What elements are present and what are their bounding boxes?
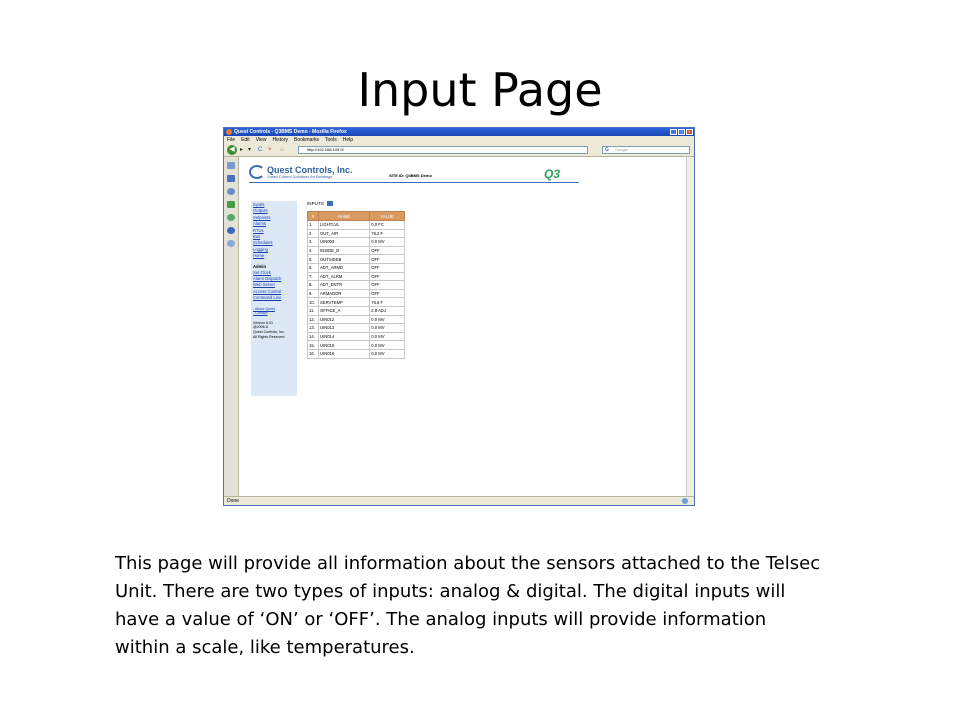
table-row xyxy=(308,306,405,315)
name-cell: LIGHTLVL xyxy=(319,221,370,230)
value-cell: OFF xyxy=(370,289,405,298)
window-titlebar xyxy=(224,128,694,136)
back-icon[interactable]: ◀ xyxy=(227,145,237,155)
number-cell: 14. xyxy=(308,332,319,341)
copyright-company: Quest Controls, Inc. xyxy=(253,330,285,335)
value-cell: 0.0 MV xyxy=(370,324,405,333)
name-cell: UIN013 xyxy=(319,324,370,333)
nav-access-control[interactable]: Access Control xyxy=(253,288,282,294)
clock-icon[interactable] xyxy=(227,188,235,195)
google-icon: G xyxy=(605,147,609,153)
table-row xyxy=(308,324,405,333)
menu-help[interactable]: Help xyxy=(342,137,353,143)
header-divider xyxy=(249,182,579,183)
nav-set-clock[interactable]: Set Clock xyxy=(253,269,271,275)
nav-contact[interactable]: - Contact xyxy=(253,311,268,316)
value-cell: 2.8 ADJ xyxy=(370,306,405,315)
number-cell: 12. xyxy=(308,315,319,324)
nav-home[interactable]: Home xyxy=(253,253,265,259)
sidebar-icon[interactable] xyxy=(227,201,235,208)
name-cell: INSIDE_B xyxy=(319,246,370,255)
home-icon[interactable]: ⌂ xyxy=(280,147,284,153)
search-input[interactable] xyxy=(602,146,690,154)
table-row xyxy=(308,289,405,298)
inputs-table xyxy=(307,211,405,359)
url-input[interactable]: http://192.168.105.9/ xyxy=(298,146,588,154)
name-cell: UIN003 xyxy=(319,238,370,247)
column-header-number: # xyxy=(308,212,319,221)
menu-edit[interactable]: Edit xyxy=(241,137,250,143)
sidebar-strip xyxy=(224,157,239,497)
table-row xyxy=(308,229,405,238)
value-cell: 0.0 MV xyxy=(370,238,405,247)
table-row xyxy=(308,281,405,290)
value-cell: 76.6 F xyxy=(370,298,405,307)
nav-rtus[interactable]: RTUs xyxy=(253,227,264,233)
inputs-heading-label: INPUTS xyxy=(307,201,324,206)
nav-outputs[interactable]: Outputs xyxy=(253,208,268,214)
name-cell: ADT_ALRM xyxy=(319,272,370,281)
number-cell: 1. xyxy=(308,221,319,230)
number-cell: 15. xyxy=(308,341,319,350)
value-cell: OFF xyxy=(370,272,405,281)
menu-history[interactable]: History xyxy=(272,137,288,143)
browser-window xyxy=(223,127,695,506)
table-row xyxy=(308,315,405,324)
reload-icon[interactable]: C xyxy=(258,147,263,153)
window-title: Quest Controls - Q3BMS Demo - Mozilla Firefox xyxy=(234,129,347,135)
table-row xyxy=(308,298,405,307)
value-cell: 0.0 FC xyxy=(370,221,405,230)
number-cell: 11. xyxy=(308,306,319,315)
name-cell: OFFICE_A xyxy=(319,306,370,315)
name-cell: ADT_ENTR xyxy=(319,281,370,290)
number-cell: 5. xyxy=(308,255,319,264)
site-id: SITE ID: Q3BMS Demo xyxy=(389,173,432,178)
value-cell: 0.0 MV xyxy=(370,341,405,350)
q3-logo: Q3 xyxy=(544,167,561,181)
number-cell: 8. xyxy=(308,281,319,290)
number-cell: 13. xyxy=(308,324,319,333)
name-cell: ARMADOR xyxy=(319,289,370,298)
table-row xyxy=(308,238,405,247)
minimize-button[interactable]: _ xyxy=(670,129,677,135)
number-cell: 2. xyxy=(308,229,319,238)
table-row xyxy=(308,341,405,350)
left-navigation xyxy=(251,201,297,396)
value-cell: 0.0 MV xyxy=(370,349,405,358)
stop-icon[interactable]: × xyxy=(268,147,272,153)
menu-tools[interactable]: Tools xyxy=(325,137,337,143)
nav-web-server[interactable]: Web Server xyxy=(253,282,276,288)
name-cell: UIN014 xyxy=(319,332,370,341)
status-bar xyxy=(224,496,694,505)
search-placeholder: Google xyxy=(615,147,628,152)
company-tagline: Smart Control Solutions for Buildings xyxy=(267,174,333,179)
value-cell: OFF xyxy=(370,281,405,290)
name-cell: ADT_ARMD xyxy=(319,263,370,272)
slide-caption: This page will provide all information about the sensors attached to the Telsec Unit. There are two types of inputs: analog & digital. The digital inputs will have a value of ‘ON’ or ‘OFF’. The analog inputs will provide information within a scale, like temperatures. xyxy=(115,553,821,658)
menu-bar xyxy=(224,136,694,144)
navigation-toolbar xyxy=(224,144,694,157)
name-cell: UIN012 xyxy=(319,315,370,324)
name-cell: UIN015 xyxy=(319,341,370,350)
close-button[interactable]: × xyxy=(686,129,693,135)
number-cell: 4. xyxy=(308,246,319,255)
vertical-scrollbar[interactable] xyxy=(686,157,694,497)
nav-alarm-dispatch[interactable]: Alarm Dispatch xyxy=(253,276,282,282)
column-header-name: NAME xyxy=(319,212,370,221)
value-cell: 0.0 MV xyxy=(370,332,405,341)
table-row xyxy=(308,221,405,230)
table-row xyxy=(308,332,405,341)
inputs-heading xyxy=(307,201,333,206)
menu-bookmarks[interactable]: Bookmarks xyxy=(294,137,320,143)
name-cell: SERVTEMP xyxy=(319,298,370,307)
name-cell: UIN016 xyxy=(319,349,370,358)
name-cell: OUTSIDEB xyxy=(319,255,370,264)
nav-alarms[interactable]: Alarms xyxy=(253,221,267,227)
info-icon[interactable] xyxy=(227,240,235,247)
page-content xyxy=(239,157,694,497)
number-cell: 16. xyxy=(308,349,319,358)
status-icon xyxy=(682,498,688,504)
table-row xyxy=(308,349,405,358)
nav-bus[interactable]: Bus xyxy=(253,234,261,240)
value-cell: 0.0 MV xyxy=(370,315,405,324)
table-row xyxy=(308,272,405,281)
number-cell: 10. xyxy=(308,298,319,307)
value-cell: OFF xyxy=(370,255,405,264)
nav-command-line[interactable]: Command Line xyxy=(253,295,282,301)
forward-icon[interactable]: ▸ xyxy=(240,147,244,153)
number-cell: 3. xyxy=(308,238,319,247)
version-line: Version 6.01 xyxy=(253,320,273,325)
copyright-rights: All Rights Reserved xyxy=(253,334,285,339)
nav-inputs[interactable]: Inputs xyxy=(253,202,265,207)
slide-title: Input Page xyxy=(357,63,603,117)
quest-logo-icon xyxy=(249,165,265,179)
number-cell: 6. xyxy=(308,263,319,272)
column-header-value: VALUE xyxy=(370,212,405,221)
table-row xyxy=(308,246,405,255)
value-cell: OFF xyxy=(370,263,405,272)
copyright-year: @2006-8 xyxy=(253,325,268,330)
status-text: Done xyxy=(227,498,239,504)
table-row xyxy=(308,255,405,264)
value-cell: 76.2 F xyxy=(370,229,405,238)
sidebar-icon[interactable] xyxy=(227,214,235,221)
menu-file[interactable]: File xyxy=(227,137,236,143)
number-cell: 7. xyxy=(308,272,319,281)
menu-view[interactable]: View xyxy=(255,137,267,143)
nav-schedules[interactable]: Schedules xyxy=(253,240,273,246)
name-cell: OUT_AIR xyxy=(319,229,370,238)
nav-setpoints[interactable]: Setpoints xyxy=(253,214,271,220)
admin-heading: Admin xyxy=(253,263,267,269)
number-cell: 9. xyxy=(308,289,319,298)
dropdown-icon[interactable]: ▾ xyxy=(248,147,252,153)
table-header-row xyxy=(308,212,405,221)
maximize-button[interactable]: □ xyxy=(678,129,685,135)
company-name: Quest Controls, Inc. xyxy=(267,165,353,175)
globe-icon[interactable] xyxy=(227,227,235,234)
nav-logging[interactable]: Logging xyxy=(253,246,268,252)
sidebar-icon[interactable] xyxy=(227,175,235,182)
value-cell: OFF xyxy=(370,246,405,255)
nav-about-quest[interactable]: - About Quest xyxy=(253,306,275,311)
inputs-icon[interactable] xyxy=(327,201,333,206)
firefox-icon xyxy=(226,129,232,135)
table-row xyxy=(308,263,405,272)
sidebar-icon[interactable] xyxy=(227,162,235,169)
